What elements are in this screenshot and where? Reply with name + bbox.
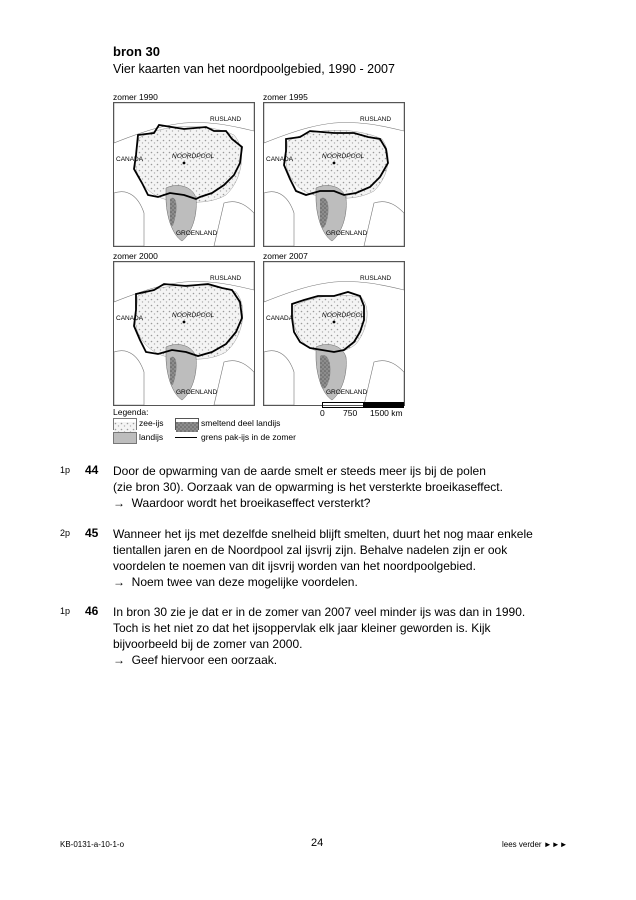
legend-melting-label: smeltend deel landijs (201, 418, 281, 428)
map-1995-greenland-label: GROENLAND (326, 230, 368, 237)
legend-melting-swatch (175, 418, 199, 430)
q44-line-2: (zie bron 30). Oorzaak van de opwarming is het versterkte broeikaseffect. (113, 480, 503, 494)
source-title: bron 30 (113, 44, 160, 59)
map-label-2007: zomer 2007 (263, 251, 308, 261)
map-label-1995: zomer 1995 (263, 92, 308, 102)
map-2000-canada-label: CANADA (116, 315, 144, 322)
q44-text (113, 463, 573, 511)
map-2007-northpole-label: NOORDPOOL (322, 312, 365, 319)
q46-line-3: bijvoorbeeld bij de zomer van 2000. (113, 637, 303, 651)
map-1990-russia-label: RUSLAND (210, 116, 242, 123)
legend-boundary-line (175, 437, 197, 438)
arrow-icon: → (113, 653, 125, 667)
map-1995-canada-label: CANADA (266, 156, 294, 163)
footer-next: lees verder ►►► (502, 840, 568, 849)
arrow-icon: → (113, 575, 125, 589)
q45-number: 45 (85, 526, 99, 540)
q46-text (113, 604, 573, 668)
q44-number: 44 (85, 463, 99, 477)
map-1990-canada-label: CANADA (116, 156, 144, 163)
footer-code: KB-0131-a-10-1-o (60, 840, 125, 849)
q46-line-2: Toch is het niet zo dat het ijsoppervlak elk jaar kleiner geworden is. Kijk (113, 621, 491, 635)
page-number: 24 (311, 837, 324, 849)
map-2000-russia-label: RUSLAND (210, 275, 242, 282)
q46-number: 46 (85, 604, 99, 618)
map-1995-northpole-label: NOORDPOOL (322, 153, 365, 160)
map-2007-russia-label: RUSLAND (360, 275, 392, 282)
source-subtitle: Vier kaarten van het noordpoolgebied, 1990 - 2007 (113, 62, 395, 76)
q45-text (113, 526, 573, 590)
legend-land-ice-label: landijs (139, 432, 164, 442)
map-1995 (263, 102, 405, 247)
map-2007 (263, 261, 405, 406)
q45-task: Noem twee van deze mogelijke voordelen. (131, 575, 358, 589)
q46-line-1: In bron 30 zie je dat er in de zomer van 2007 veel minder ijs was dan in 1990. (113, 605, 526, 619)
map-1995-russia-label: RUSLAND (360, 116, 392, 123)
map-2007-canada-label: CANADA (266, 315, 294, 322)
legend-boundary-label: grens pak-ijs in de zomer (201, 432, 296, 442)
q44-line-1: Door de opwarming van de aarde smelt er steeds meer ijs bij de polen (113, 464, 486, 478)
map-2000 (113, 261, 255, 406)
legend-land-ice-swatch (113, 432, 137, 444)
q45-line-3: voordelen te noemen van dit ijsvrij worden van het noordpoolgebied. (113, 559, 476, 573)
map-2000-northpole-label: NOORDPOOL (172, 312, 215, 319)
map-1990-greenland-label: GROENLAND (176, 230, 218, 237)
map-label-2000: zomer 2000 (113, 251, 158, 261)
q46-task: Geef hiervoor een oorzaak. (131, 653, 278, 667)
map-1990-northpole-label: NOORDPOOL (172, 153, 215, 160)
legend-sea-ice-swatch (113, 418, 137, 430)
q45-line-2: tientallen jaren en de Noordpool zal ijsvrij zijn. Behalve nadelen zijn er ook (113, 543, 508, 557)
q46-points: 1p (60, 606, 71, 616)
q44-points: 1p (60, 465, 71, 475)
legend-title: Legenda: (113, 407, 149, 417)
q45-points: 2p (60, 528, 71, 538)
scale-label-0: 0 (320, 408, 325, 418)
map-1990 (113, 102, 255, 247)
q45-line-1: Wanneer het ijs met dezelfde snelheid blijft smelten, duurt het nog maar enkele (113, 527, 533, 541)
scale-label-1500: 1500 km (370, 408, 403, 418)
map-2007-greenland-label: GROENLAND (326, 389, 368, 396)
map-2000-greenland-label: GROENLAND (176, 389, 218, 396)
map-label-1990: zomer 1990 (113, 92, 158, 102)
legend-sea-ice-label: zee-ijs (139, 418, 164, 428)
q44-task: Waardoor wordt het broeikaseffect versterkt? (131, 496, 371, 510)
scale-label-750: 750 (343, 408, 358, 418)
arrow-icon: → (113, 496, 125, 510)
